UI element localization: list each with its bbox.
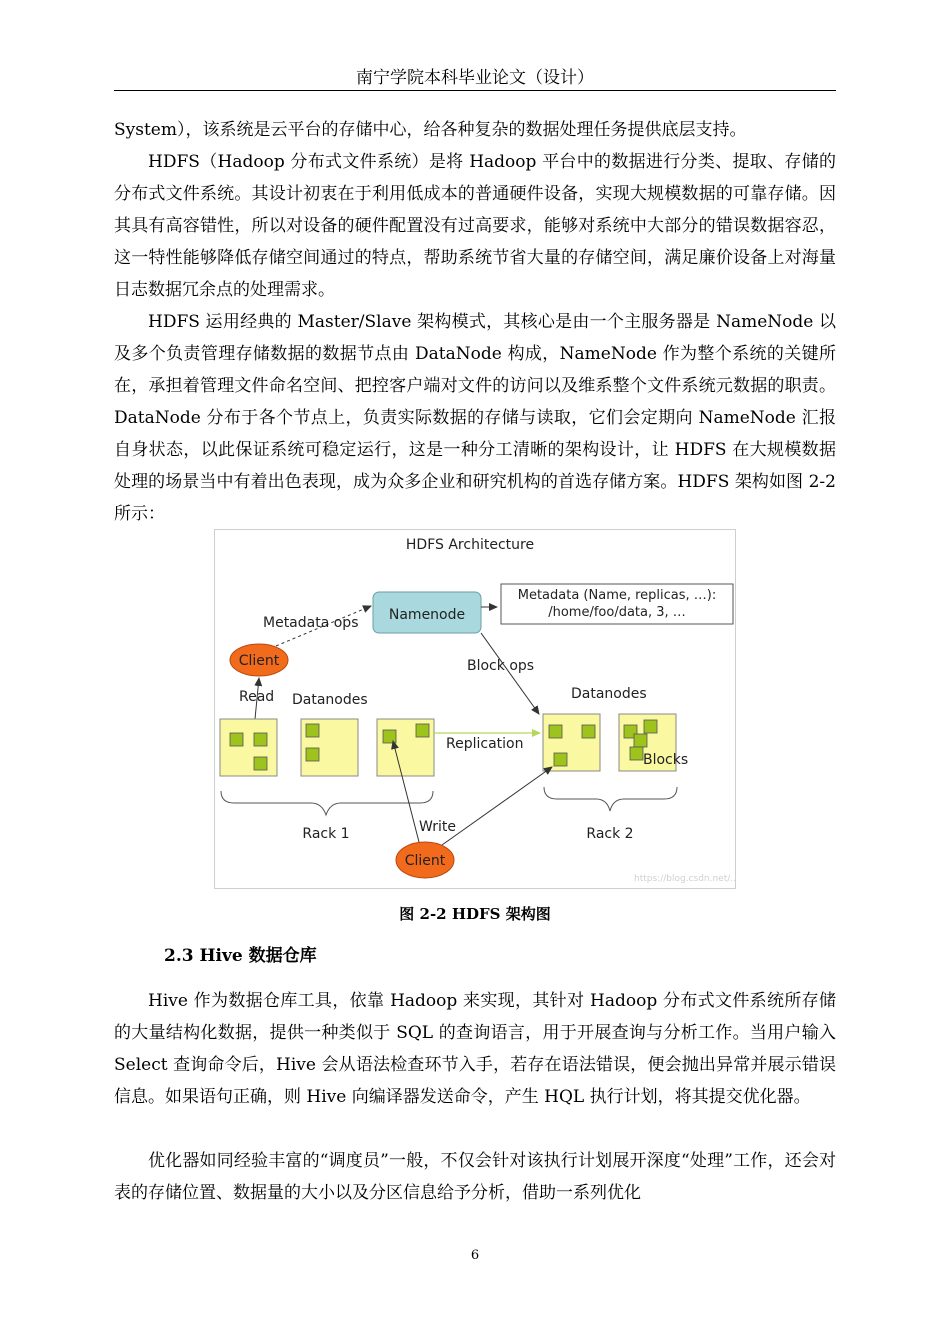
namenode-label: Namenode xyxy=(388,607,466,623)
block xyxy=(230,733,243,746)
paragraph-5: 优化器如同经验丰富的“调度员”一般，不仅会针对该执行计划展开深度“处理”工作，还会对表的存储位置、数据量的大小以及分区信息给予分析，借助一系列优化 xyxy=(114,1151,836,1203)
figure-title: HDFS Architecture xyxy=(405,537,535,553)
hdfs-diagram xyxy=(214,529,736,889)
page-number: 6 xyxy=(470,1248,480,1263)
read-label: Read xyxy=(239,689,275,705)
block xyxy=(644,720,657,733)
metadata-ops-label: Metadata ops xyxy=(263,615,359,631)
section-heading: 2.3 Hive 数据仓库 xyxy=(164,946,317,966)
block xyxy=(306,724,319,737)
figure-caption: 图 2-2 HDFS 架构图 xyxy=(399,905,551,923)
hdfs-architecture-figure xyxy=(214,529,736,889)
replication-label: Replication xyxy=(446,736,524,752)
paragraph-4: Hive 作为数据仓库工具，依靠 Hadoop 来实现，其针对 Hadoop 分布式文件系统所存储的大量结构化数据，提供一种类似于 SQL 的查询语言，用于开展查询与分析工作。当用户输入 Select 查询命令后，Hive 会从语法检查环节入手，若存在语法错误，便会抛出异常并展示错误信息。如果语句正确，则 Hive 向编译器发送命令，产生 HQL 执行计划，将其提交优化器。 xyxy=(114,991,836,1107)
header-rule xyxy=(114,90,836,91)
block xyxy=(630,747,643,760)
block xyxy=(554,753,567,766)
figure-frame xyxy=(215,530,736,889)
block xyxy=(582,725,595,738)
block xyxy=(634,734,647,747)
paragraph-3: HDFS 运用经典的 Master/Slave 架构模式，其核心是由一个主服务器是 NameNode 以及多个负责管理存储数据的数据节点由 DataNode 构成，NameNode 作为整个系统的关键所在，承担着管理文件命名空间、把控客户端对文件的访问以及维系整个文件系统元数据的职责。DataNode 分布于各个节点上，负责实际数据的存储与读取，它们会定期向 NameNode 汇报自身状态，以此保证系统可稳定运行，这是一种分工清晰的架构设计，让 HDFS 在大规模数据处理的场景当中有着出色表现，成为众多企业和研究机构的首选存储方案。HDFS 架构如图 2-2 所示： xyxy=(114,312,836,524)
datanode-rack2-1 xyxy=(543,714,600,771)
block xyxy=(306,748,319,761)
rack2-label: Rack 2 xyxy=(586,826,634,842)
paragraph-1: System），该系统是云平台的存储中心，给各种复杂的数据处理任务提供底层支持。 xyxy=(114,120,747,140)
datanodes-right-label: Datanodes xyxy=(571,686,647,702)
metadata-line-2: /home/foo/data, 3, … xyxy=(548,605,686,620)
rack1-label: Rack 1 xyxy=(302,826,350,842)
block xyxy=(549,725,562,738)
page-header: 南宁学院本科毕业论文（设计） xyxy=(356,68,594,88)
datanode-rack1-1 xyxy=(220,719,277,776)
block xyxy=(416,724,429,737)
metadata-line-1: Metadata (Name, replicas, …): xyxy=(517,588,717,603)
block xyxy=(383,730,396,743)
paragraph-2: HDFS（Hadoop 分布式文件系统）是将 Hadoop 平台中的数据进行分类、提取、存储的分布式文件系统。其设计初衷在于利用低成本的普通硬件设备，实现大规模数据的可靠存储。因其具有高容错性，所以对设备的硬件配置没有过高要求，能够对系统中大部分的错误数据容忍，这一特性能够降低存储空间通过的特点，帮助系统节省大量的存储空间，满足廉价设备上对海量日志数据冗余点的处理需求。 xyxy=(114,152,836,300)
client-top-label: Client xyxy=(238,653,280,669)
watermark: https://blog.csdn.net/... xyxy=(634,874,736,884)
write-label: Write xyxy=(419,819,456,835)
blocks-label: Blocks xyxy=(643,752,689,768)
client-bottom-label: Client xyxy=(404,853,446,869)
block-ops-label: Block ops xyxy=(467,658,535,674)
datanodes-left-label: Datanodes xyxy=(292,692,368,708)
block xyxy=(254,757,267,770)
block xyxy=(254,733,267,746)
